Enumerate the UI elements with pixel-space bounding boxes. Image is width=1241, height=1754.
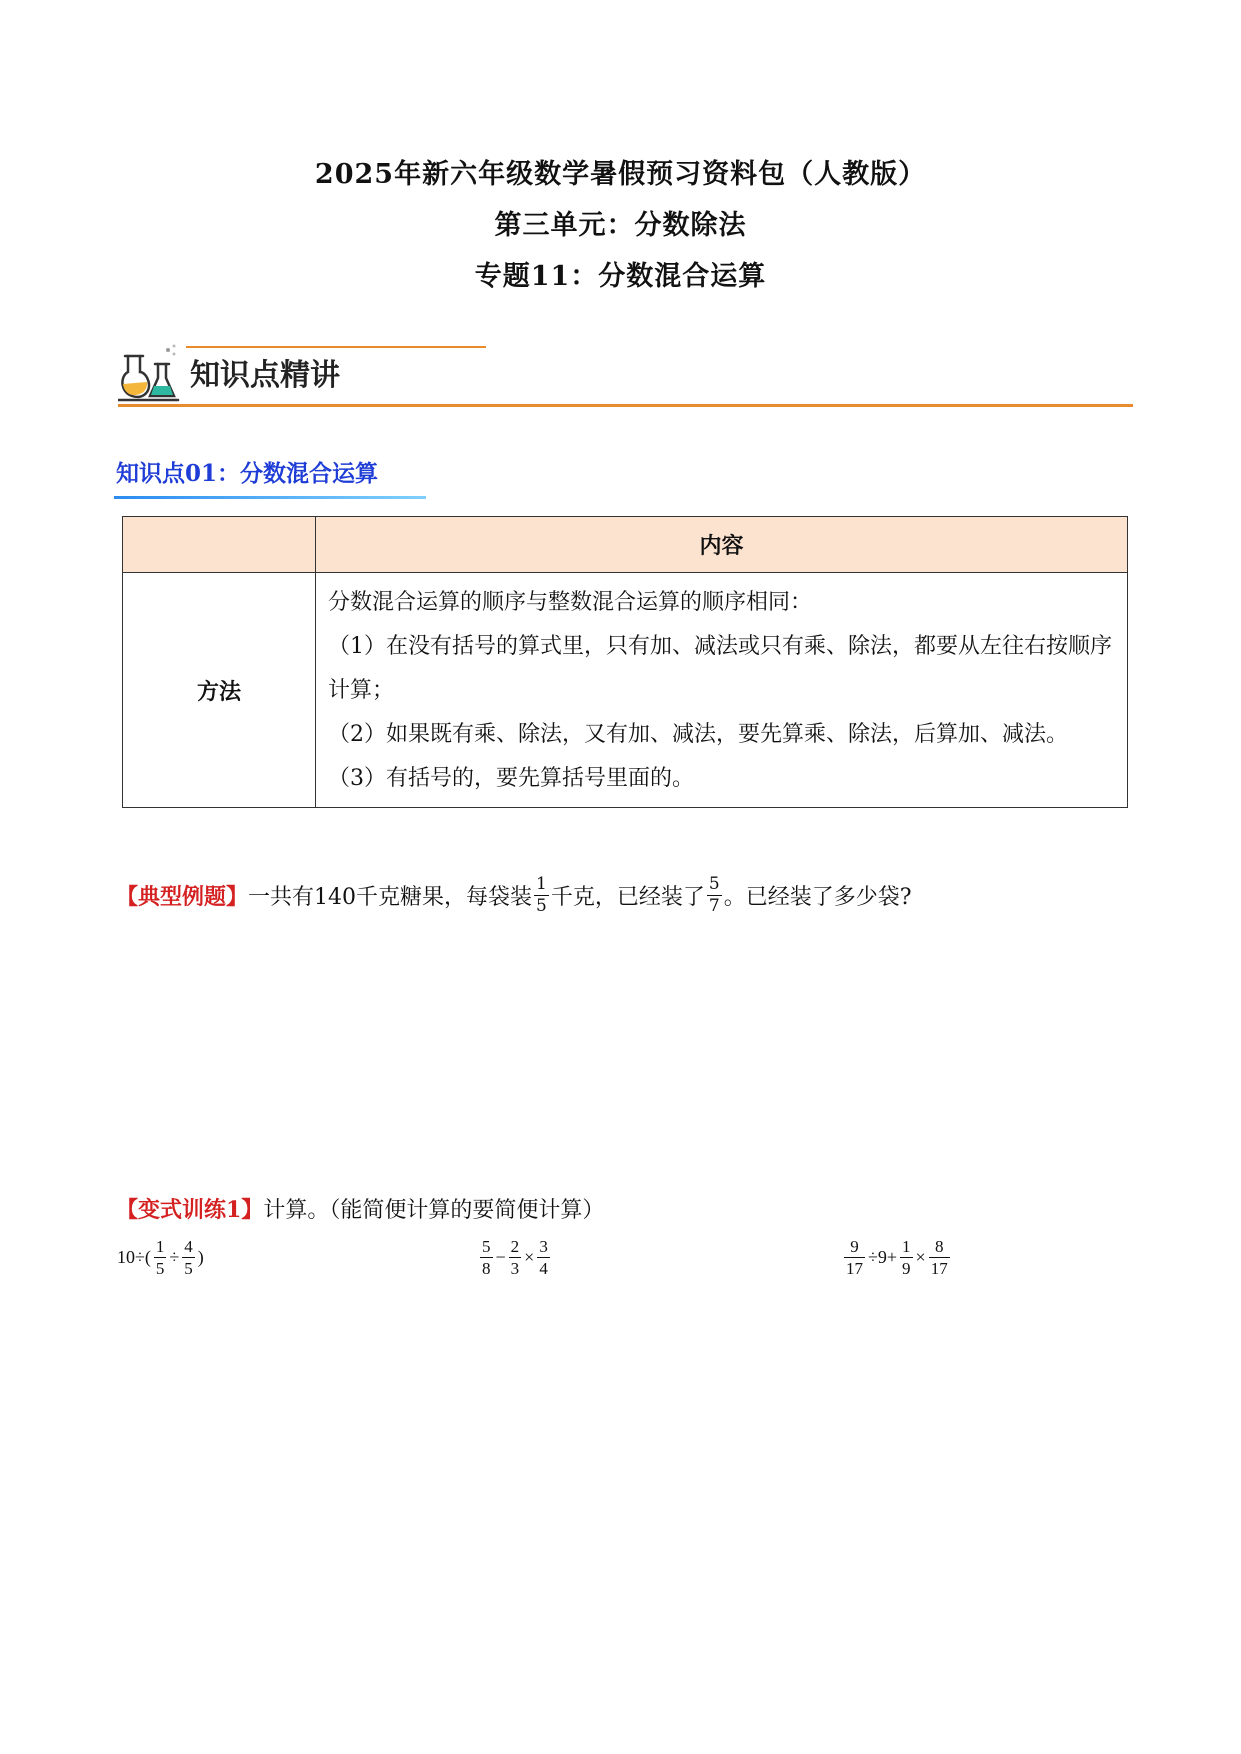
fraction (900, 1238, 913, 1277)
row-label: 方法 (123, 573, 316, 808)
fraction (929, 1238, 950, 1277)
table-header-blank (123, 517, 316, 573)
section-top-rule (186, 346, 486, 348)
fraction (182, 1238, 195, 1277)
section-header (118, 340, 1133, 410)
expression-3 (842, 1238, 952, 1277)
numerator: 2 (510, 1237, 520, 1256)
numerator: 1 (155, 1237, 165, 1256)
expression-2 (478, 1238, 552, 1277)
fraction (480, 1238, 493, 1277)
denominator: 3 (510, 1259, 520, 1278)
knowledge-table (122, 516, 1128, 808)
fraction (534, 876, 549, 915)
example-text: 千克，已经装了 (550, 885, 705, 910)
fraction (509, 1238, 522, 1277)
denominator: 8 (482, 1259, 491, 1278)
example-problem (116, 876, 911, 915)
expr-operator: − (495, 1247, 506, 1267)
table-header-content: 内容 (316, 517, 1128, 573)
denominator: 9 (902, 1259, 911, 1278)
fraction (707, 876, 722, 915)
denominator: 4 (539, 1259, 548, 1278)
table-header-row (123, 517, 1128, 573)
method-line: 分数混合运算的顺序与整数混合运算的顺序相同： (328, 590, 813, 615)
example-text: 。已经装了多少袋? (723, 885, 912, 910)
section-label: 知识点精讲 (190, 358, 340, 393)
numerator: 3 (539, 1237, 548, 1256)
denominator: 17 (930, 1259, 948, 1278)
numerator: 1 (536, 874, 547, 894)
denominator: 5 (184, 1259, 193, 1278)
numerator: 1 (902, 1237, 911, 1256)
denominator: 5 (155, 1259, 165, 1278)
practice-heading (116, 1193, 604, 1224)
numerator: 9 (850, 1237, 859, 1256)
numerator: 8 (934, 1237, 944, 1256)
method-content (316, 573, 1128, 808)
fraction (537, 1238, 550, 1277)
practice-text: 计算。（能简便计算的要简便计算） (263, 1198, 605, 1223)
table-row (123, 573, 1128, 808)
doc-title: 2025年新六年级数学暑假预习资料包（人教版） (314, 159, 927, 190)
method-line: （1）在没有括号的算式里，只有加、减法或只有乘、除法，都要从左往右按顺序计算； (328, 634, 1112, 703)
method-line: （3）有括号的，要先算括号里面的。 (328, 766, 694, 791)
method-line: （2）如果既有乘、除法，又有加、减法，要先算乘、除法，后算加、减法。 (328, 722, 1068, 747)
practice-tag: 【变式训练1】 (116, 1197, 264, 1223)
unit-title: 第三单元：分数除法 (494, 210, 747, 241)
flask-icon (118, 342, 180, 404)
expr-operator: × (915, 1247, 926, 1267)
expr-operator: ÷9+ (868, 1247, 898, 1267)
expression-1 (116, 1238, 205, 1277)
section-bottom-rule (118, 404, 1133, 407)
denominator: 17 (846, 1259, 863, 1278)
denominator: 7 (708, 896, 720, 916)
fraction (154, 1238, 167, 1277)
knowledge-point-underline (114, 496, 426, 499)
numerator: 4 (184, 1237, 193, 1256)
numerator: 5 (708, 874, 720, 894)
topic-title: 专题11：分数混合运算 (474, 261, 767, 292)
numerator: 5 (482, 1237, 491, 1256)
knowledge-point-title: 知识点01：分数混合运算 (116, 460, 379, 487)
expr-text: 10÷( (117, 1247, 151, 1267)
expr-operator: × (524, 1247, 535, 1267)
denominator: 5 (536, 896, 547, 916)
expr-operator: ÷ (169, 1247, 180, 1267)
fraction (844, 1238, 865, 1277)
expr-text: ) (197, 1247, 204, 1267)
example-tag: 【典型例题】 (116, 884, 249, 910)
example-text: 一共有140千克糖果，每袋装 (248, 885, 533, 910)
